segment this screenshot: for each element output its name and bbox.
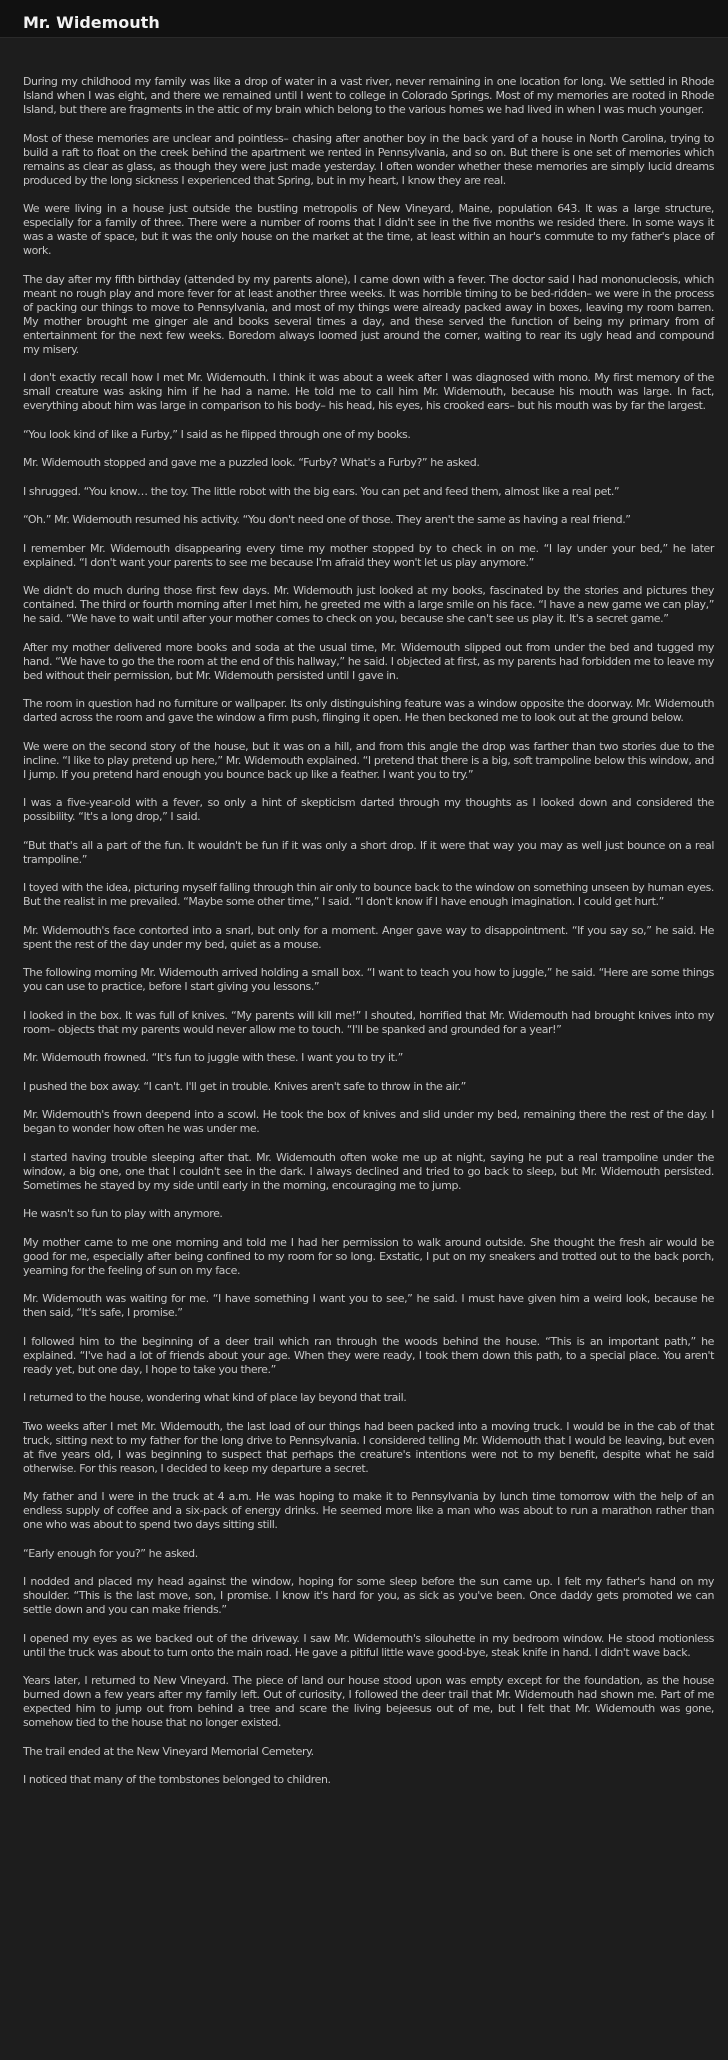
story-paragraph: I looked in the box. It was full of knives. “My parents will kill me!” I shouted, horrified that Mr. Widemouth had brought knives into my room– objects that my parents would never allow me to touch. “I'll be spanked and grounded for a year!” <box>23 1008 714 1036</box>
story-body <box>0 38 728 1787</box>
story-paragraph: The trail ended at the New Vineyard Memorial Cemetery. <box>23 1744 314 1758</box>
story-paragraph: We didn't do much during those first few days. Mr. Widemouth just looked at my books, fascinated by the stories and pictures they contained. The third or fourth morning after I met him, he greeted me with a large smile on his face. “I have a new game we can play,” he said. “We have to wait until after your mother comes to check on you, because she can't see us play it. It's a secret game.” <box>23 584 714 625</box>
story-paragraph: I was a five-year-old with a fever, so only a hint of skepticism darted through my thoughts as I looked down and considered the possibility. “It's a long drop,” I said. <box>23 796 714 823</box>
post-title: Mr. Widemouth <box>23 13 160 32</box>
story-paragraph: Two weeks after I met Mr. Widemouth, the last load of our things had been packed into a moving truck. I would be in the cab of that truck, sitting next to my father for the long drive to Pennsylvania. I considered telling Mr. Widemouth that I would be leaving, but even at five years old, I was beginning to suspect that perhaps the creature's intentions were not to my benefit, despite what he said otherwise. For this reason, I decided to keep my departure a secret. <box>23 1419 714 1475</box>
story-paragraph: I followed him to the beginning of a deer trail which ran through the woods behind the house. “This is an important path,” he explained. “I've had a lot of friends about your age. When they were ready, I took them down this path, to a special place. You aren't ready yet, but one day, I hope to take you there.” <box>23 1334 714 1376</box>
story-paragraph: We were living in a house just outside the bustling metropolis of New Vineyard, Maine, population 643. It was a large structure, especially for a family of three. There were a number of rooms that I didn't see in the five months we resided there. In some ways it was a waste of space, but it was the only house on the market at the time, at least within an hour's commute to my father's place of work. <box>23 202 714 257</box>
story-paragraph: I pushed the box away. “I can't. I'll get in trouble. Knives aren't safe to throw in the air.” <box>23 1079 466 1093</box>
story-paragraph: The room in question had no furniture or wallpaper. Its only distinguishing feature was a window opposite the doorway. Mr. Widemouth darted across the room and gave the window a firm push, flinging it open. He then beckoned me to look out at the ground below. <box>23 697 714 724</box>
story-paragraph: Mr. Widemouth's face contorted into a snarl, but only for a moment. Anger gave way to disappointment. “If you say so,” he said. He spent the rest of the day under my bed, quiet as a mouse. <box>23 923 714 951</box>
story-paragraph: “You look kind of like a Furby,” I said as he flipped through one of my books. <box>23 427 411 441</box>
story-paragraph: Years later, I returned to New Vineyard. The piece of land our house stood upon was empty except for the foundation, as the house burned down a few years after my family left. Out of curiosity, I followed the deer trail that Mr. Widemouth had shown me. Part of me expected him to jump out from behind a tree and scare the living bejeesus out of me, but I felt that Mr. Widemouth was gone, somehow tied to the house that no longer existed. <box>23 1674 714 1729</box>
story-paragraph: I shrugged. “You know… the toy. The little robot with the big ears. You can pet and feed them, almost like a real pet.” <box>23 484 620 498</box>
story-paragraph: The day after my fifth birthday (attended by my parents alone), I came down with a fever. The doctor said I had mononucleosis, which meant no rough play and more fever for at least another three weeks. It was horrible timing to be bed-ridden– we were in the process of packing our things to move to Pennsylvania, and most of my things were already packed away in boxes, leaving my room barren. My mother brought me ginger ale and books several times a day, and these served the function of being my primary from of entertainment for the next few weeks. Boredom always loomed just around the corner, waiting to rear its ugly head and compound my misery. <box>23 272 714 356</box>
story-paragraph: “But that's all a part of the fun. It wouldn't be fun if it was only a short drop. If it were that way you may as well just bounce on a real trampoline.” <box>23 838 714 866</box>
post-header <box>0 0 728 38</box>
story-paragraph: I remember Mr. Widemouth disappearing every time my mother stopped by to check in on me. “I lay under your bed,” he later explained. “I don't want your parents to see me because I'm afraid they won't let us play anymore.” <box>23 541 714 569</box>
story-paragraph: I opened my eyes as we backed out of the driveway. I saw Mr. Widemouth's silouhette in my bedroom window. He stood motionless until the truck was about to turn onto the main road. He gave a pitiful little wave good-bye, steak knife in hand. I didn't wave back. <box>23 1631 714 1659</box>
story-paragraph: We were on the second story of the house, but it was on a hill, and from this angle the drop was farther than two stories due to the incline. “I like to play pretend up here,” Mr. Widemouth explained. “I pretend that there is a big, soft trampoline below this window, and I jump. If you pretend hard enough you bounce back up like a feather. I want you to try.” <box>23 739 714 781</box>
story-paragraph: After my mother delivered more books and soda at the usual time, Mr. Widemouth slipped out from under the bed and tugged my hand. “We have to go the the room at the end of this hallway,” he said. I objected at first, as my parents had forbidden me to leave my bed without their permission, but Mr. Widemouth persisted until I gave in. <box>23 640 714 682</box>
story-paragraph: My father and I were in the truck at 4 a.m. He was hoping to make it to Pennsylvania by lunch time tomorrow with the help of an endless supply of coffee and a six-pack of energy drinks. He seemed more like a man who was about to run a marathon rather than one who was about to spend two days sitting still. <box>23 1490 714 1531</box>
story-paragraph: I nodded and placed my head against the window, hoping for some sleep before the sun came up. I felt my father's hand on my shoulder. “This is the last move, son, I promise. I know it's hard for you, as sick as you've been. Once daddy gets promoted we can settle down and you can make friends.” <box>23 1575 714 1616</box>
story-paragraph: “Oh.” Mr. Widemouth resumed his activity. “You don't need one of those. They aren't the same as having a real friend.” <box>23 513 631 526</box>
story-paragraph: I noticed that many of the tombstones belonged to children. <box>23 1773 331 1786</box>
story-paragraph: I started having trouble sleeping after that. Mr. Widemouth often woke me up at night, saying he put a real trampoline under the window, a big one, one that I couldn't see in the dark. I always declined and tried to go back to sleep, but Mr. Widemouth persisted. Sometimes he stayed by my side until early in the morning, encouraging me to jump. <box>23 1150 714 1192</box>
story-paragraph: I returned to the house, wondering what kind of place lay beyond that trail. <box>23 1391 407 1404</box>
story-paragraph: I don't exactly recall how I met Mr. Widemouth. I think it was about a week after I was diagnosed with mono. My first memory of the small creature was asking him if he had a name. He told me to call him Mr. Widemouth, because his mouth was large. In fact, everything about him was large in comparison to his body– his head, his eyes, his crooked ears– but his mouth was by far the largest. <box>23 371 714 412</box>
story-paragraph: My mother came to me one morning and told me I had her permission to walk around outside. She thought the fresh air would be good for me, especially after being confined to my room for so long. Exstatic, I put on my sneakers and trotted out to the back porch, yearning for the feeling of sun on my face. <box>23 1235 714 1277</box>
story-paragraph: Mr. Widemouth was waiting for me. “I have something I want you to see,” he said. I must have given him a weird look, because he then said, “It's safe, I promise.” <box>23 1292 714 1319</box>
story-paragraph: Most of these memories are unclear and pointless– chasing after another boy in the back yard of a house in North Carolina, trying to build a raft to float on the creek behind the apartment we rented in Pennsylvania, and so on. But there is one set of memories which remains as clear as glass, as though they were just made yesterday. I often wonder whether these memories are simply lucid dreams produced by the long sickness I experienced that Spring, but in my heart, I know they are real. <box>23 131 714 187</box>
story-paragraph: “Early enough for you?” he asked. <box>23 1546 198 1560</box>
story-paragraph: The following morning Mr. Widemouth arrived holding a small box. “I want to teach you how to juggle,” he said. “Here are some things you can use to practice, before I start giving you lessons.” <box>23 966 714 993</box>
story-paragraph: Mr. Widemouth frowned. “It's fun to juggle with these. I want you to try it.” <box>23 1051 403 1064</box>
story-paragraph: I toyed with the idea, picturing myself falling through thin air only to bounce back to the window on something unseen by human eyes. But the realist in me prevailed. “Maybe some other time,” I said. “I don't know if I have enough imagination. I could get hurt.” <box>23 881 714 908</box>
story-paragraph: Mr. Widemouth's frown deepend into a scowl. He took the box of knives and slid under my bed, remaining there the rest of the day. I began to wonder how often he was under me. <box>23 1108 714 1135</box>
story-paragraph: He wasn't so fun to play with anymore. <box>23 1207 223 1220</box>
story-paragraph: Mr. Widemouth stopped and gave me a puzzled look. “Furby? What's a Furby?” he asked. <box>23 456 480 469</box>
story-paragraph: During my childhood my family was like a drop of water in a vast river, never remaining in one location for long. We settled in Rhode Island when I was eight, and there we remained until I went to college in Colorado Springs. Most of my memories are rooted in Rhode Island, but there are fragments in the attic of my brain which belong to the various homes we had lived in when I was much younger. <box>23 75 714 116</box>
